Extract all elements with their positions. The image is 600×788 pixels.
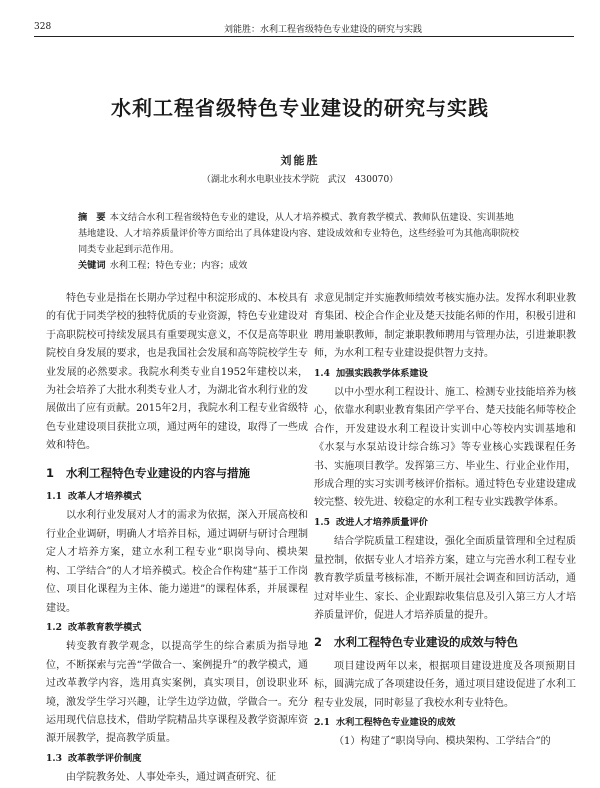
- subsection-title: 改进人才培养质量评价: [335, 516, 428, 528]
- author-name: 刘能胜: [280, 154, 320, 167]
- subsection-2-1-text: （1）构建了“职岗导向、模块架构、工学结合”的: [334, 736, 551, 748]
- paper-title: 水利工程省级特色专业建设的研究与实践: [111, 96, 489, 120]
- subsection-1-3-text: 由学院教务处、人事处牵头，通过调查研究、征: [66, 772, 276, 784]
- section-1-heading: [46, 464, 308, 482]
- section-number: 1: [46, 465, 55, 480]
- subsection-number: 1.4: [314, 367, 330, 379]
- subsection-number: 1.3: [46, 752, 62, 764]
- right-column: [314, 290, 576, 752]
- section-title: 水利工程特色专业建设的内容与措施: [66, 465, 251, 480]
- abstract-block: [78, 210, 522, 274]
- subsection-number: 1.5: [314, 516, 330, 528]
- subsection-1-5-heading: [314, 514, 576, 532]
- subsection-title: 改革教学评价制度: [67, 752, 142, 764]
- page-number: 328: [34, 22, 52, 32]
- subsection-1-2-heading: [46, 619, 308, 637]
- author-affiliation: （湖北水利水电职业技术学院 武汉 430070）: [201, 175, 399, 185]
- page-header: [34, 20, 574, 37]
- left-column: [46, 290, 308, 788]
- subsection-number: 2.1: [314, 716, 330, 728]
- keywords-label: 关键词: [78, 260, 106, 271]
- subsection-1-4-heading: [314, 365, 576, 383]
- section-number: 2: [314, 635, 323, 650]
- subsection-1-2-text: 转变教育教学观念，以提高学生的综合素质为指导地位，不断探索与完善“学做合一、案例提升”的教学模式，通过改革教学内容，选用真实案例，真实项目，创设职业环境，激发学生学习兴趣，让学生边学边做，学做合一。充分运用现代信息技术，借助学院精品共享课程及教学资源库资源开展教学，提高教学质量。: [46, 641, 308, 745]
- subsection-title: 水利工程特色专业建设的成效: [335, 716, 456, 728]
- subsection-1-5-text: 结合学院质量工程建设，强化全面质量管理和全过程质量控制，依据专业人才培养方案，建立与完善水利工程专业教育教学质量考核标准，不断开展社会调查和回访活动，通过对毕业生、家长、企业跟踪收集信息及引入第三方人才培养质量评价，促进人才培养质量的提升。: [314, 536, 576, 621]
- subsection-1-1-heading: [46, 488, 308, 506]
- abstract-label: 摘 要: [78, 212, 106, 223]
- section-2-text: 项目建设两年以来，根据项目建设进度及各项预期目标，圆满完成了各项建设任务，通过项目建设促进了水利工程专业发展，同时彰显了我校水利专业特色。: [314, 660, 576, 709]
- section-title: 水利工程特色专业建设的成效与特色: [334, 635, 519, 650]
- subsection-number: 1.1: [46, 491, 62, 503]
- running-title: 刘能胜：水利工程省级特色专业建设的研究与实践: [224, 25, 423, 35]
- continued-paragraph: 求意见制定并实施教师绩效考核实施办法。发挥水利职业教育集团、校企合作企业及楚天技能名师的作用，积极引进和聘用兼职教师，制定兼职教师聘用与管理办法，引进兼职教师，为水利工程专业建设提供智力支持。: [314, 293, 576, 360]
- subsection-1-1-text: 以水利行业发展对人才的需求为依据，深入开展高校和行业企业调研，明确人才培养目标，通过调研与研讨合理制定人才培养方案，建立水利工程专业“职岗导向、模块架构、工学结合”的人才培养模式。校企合作构建“基于工作岗位、项目化课程为主体、能力递进”的课程体系，并展课程建设。: [46, 510, 308, 614]
- abstract-text: 本文结合水利工程省级特色专业的建设，从人才培养模式、教育教学模式、教师队伍建设、实训基地基地建设、人才培养质量评价等方面给出了具体建设内容、建设成效和专业特色，这些经验可为其他高职院校同类专业起到示范作用。: [78, 212, 519, 255]
- subsection-title: 加强实践教学体系建设: [335, 367, 428, 379]
- subsection-title: 改革人才培养模式: [67, 491, 142, 503]
- subsection-1-3-heading: [46, 750, 308, 768]
- subsection-title: 改革教育教学模式: [67, 621, 142, 633]
- subsection-number: 1.2: [46, 621, 62, 633]
- intro-paragraph: 特色专业是指在长期办学过程中积淀形成的、本校具有的有优于同类学校的独特优质的专业资源，特色专业建设对于高职院校可持续发展具有重要现实意义，不仅是高等职业院校自身发展的要求，也是我国社会发展和高等院校学生专业发展的必然要求。我院水利类专业自1952年建校以来，为社会培养了大批水利类专业人才，为湖北省水利行业的发展做出了应有贡献。2015年2月，我院水利工程专业省级特色专业建设项目获批立项，通过两年的建设，取得了一些成效和特色。: [46, 293, 308, 452]
- subsection-2-1-heading: [314, 714, 576, 732]
- section-2-heading: [314, 633, 576, 651]
- subsection-1-4-text: 以中小型水利工程设计、施工、检测专业技能培养为核心，依靠水利职业教育集团产学平台、楚天技能名师等校企合作，开发建设水利工程设计实训中心等校内实训基地和《水泵与水泵站设计综合练习》等专业核心实践课程任务书、实施项目教学。发挥第三方、毕业生、行业企业作用，形成合理的实习实训考核评价指标。通过特色专业建设建成较完整、较先进、较稳定的水利工程专业实践教学体系。: [314, 387, 576, 509]
- keywords-text: 水利工程；特色专业；内容；成效: [109, 260, 248, 271]
